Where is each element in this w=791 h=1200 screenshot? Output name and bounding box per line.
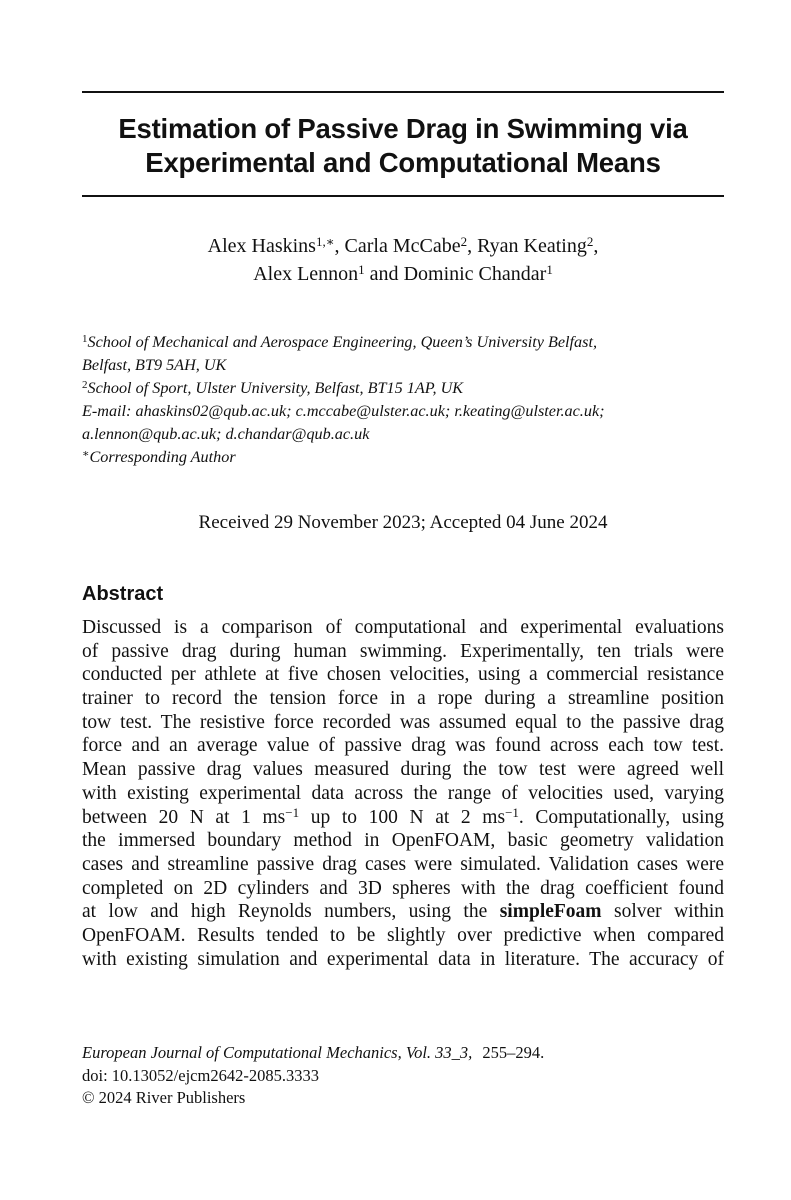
- title-line: Experimental and Computational Means: [145, 147, 661, 178]
- abstract-line: [82, 806, 724, 830]
- author-line: [82, 260, 724, 288]
- abstract-heading: Abstract: [82, 583, 164, 605]
- title-line: Estimation of Passive Drag in Swimming via: [118, 113, 688, 144]
- affiliation-1-cont: Belfast, BT9 5AH, UK: [82, 356, 227, 374]
- author-separator: and: [364, 263, 404, 285]
- corresponding-mark: ∗: [82, 448, 90, 460]
- abstract-body: [82, 616, 724, 971]
- author-affiliation-mark: 1: [546, 262, 553, 277]
- author-name: Carla McCabe: [344, 235, 461, 257]
- author-affiliation-mark: 1,∗: [315, 234, 335, 249]
- paper-title: [82, 112, 724, 180]
- publication-footer: [82, 1042, 724, 1110]
- abstract-line: force and an average value of passive drag was found across each tow test.: [82, 735, 724, 757]
- author-separator: ,: [334, 235, 345, 257]
- author-affiliation-mark: 2: [460, 234, 468, 249]
- email-line: E-mail: ahaskins02@qub.ac.uk; c.mccabe@ulster.ac.uk; r.keating@ulster.ac.uk;: [82, 402, 605, 420]
- author-separator: ,: [593, 235, 599, 257]
- unit-exponent: −1: [285, 804, 300, 820]
- affiliation-text: School of Mechanical and Aerospace Engineering, Queen’s University Belfast,: [87, 333, 597, 351]
- affiliation-mark: 1: [82, 333, 88, 345]
- page-range: 255–294.: [482, 1043, 545, 1062]
- abstract-text: up to 100 N at 2 ms: [299, 806, 506, 828]
- affiliation-text: School of Sport, Ulster University, Belfast, BT15 1AP, UK: [87, 379, 464, 397]
- doi: doi: 10.13052/ejcm2642-2085.3333: [82, 1065, 319, 1085]
- affiliation-mark: 2: [82, 379, 88, 391]
- abstract-line: trainer to record the tension force in a rope during a streamline position: [82, 688, 724, 710]
- corresponding-author-note: [82, 446, 724, 469]
- affiliation-2: [82, 377, 724, 400]
- solver-name: simpleFoam: [499, 901, 602, 923]
- author-affiliation-mark: 1: [358, 262, 365, 277]
- author-list: [82, 232, 724, 288]
- abstract-line: conducted per athlete at five chosen velocities, using a commercial resistance: [82, 664, 724, 686]
- abstract-text: at low and high Reynolds numbers, using the: [82, 901, 500, 923]
- journal-name: European Journal of Computational Mechanics, Vol. 33_3,: [82, 1043, 473, 1062]
- unit-exponent: −1: [505, 804, 519, 820]
- abstract-line: Mean passive drag values measured during the tow test were agreed well: [82, 759, 724, 781]
- email-line: a.lennon@qub.ac.uk; d.chandar@qub.ac.uk: [82, 425, 370, 443]
- author-separator: ,: [467, 235, 478, 257]
- abstract-line: with existing experimental data across the range of velocities used, varying: [82, 782, 724, 804]
- title-bottom-rule: [82, 195, 724, 197]
- abstract-line: completed on 2D cylinders and 3D spheres with the drag coefficient found: [82, 877, 724, 899]
- copyright: © 2024 River Publishers: [82, 1088, 246, 1107]
- abstract-line: cases and streamline passive drag cases were simulated. Validation cases were: [82, 853, 724, 875]
- corresponding-text: Corresponding Author: [89, 448, 236, 466]
- abstract-text: between 20 N at 1 ms: [82, 806, 286, 828]
- abstract-line: the immersed boundary method in OpenFOAM, basic geometry validation: [82, 830, 724, 852]
- journal-citation: [82, 1042, 724, 1065]
- abstract-line: tow test. The resistive force recorded was assumed equal to the passive drag: [82, 711, 724, 733]
- author-name: Alex Haskins: [207, 235, 316, 257]
- abstract-line: [82, 900, 724, 924]
- author-affiliation-mark: 2: [586, 234, 594, 249]
- abstract-text: solver within: [601, 901, 724, 923]
- title-top-rule: [82, 91, 724, 93]
- affiliations: [82, 331, 724, 469]
- abstract-line: of passive drag during human swimming. Experimentally, ten trials were: [82, 640, 724, 662]
- author-line: [82, 232, 724, 260]
- author-name: Ryan Keating: [477, 235, 587, 257]
- author-name: Alex Lennon: [253, 263, 359, 285]
- received-accepted-dates: Received 29 November 2023; Accepted 04 June 2024: [198, 512, 608, 533]
- abstract-line: Discussed is a comparison of computational and experimental evaluations: [82, 617, 724, 638]
- abstract-text: . Computationally, using: [518, 806, 724, 828]
- author-name: Dominic Chandar: [403, 263, 547, 285]
- abstract-line: OpenFOAM. Results tended to be slightly over predictive when compared: [82, 924, 724, 946]
- abstract-line: with existing simulation and experimental data in literature. The accuracy of: [82, 948, 724, 970]
- affiliation-1: [82, 331, 724, 354]
